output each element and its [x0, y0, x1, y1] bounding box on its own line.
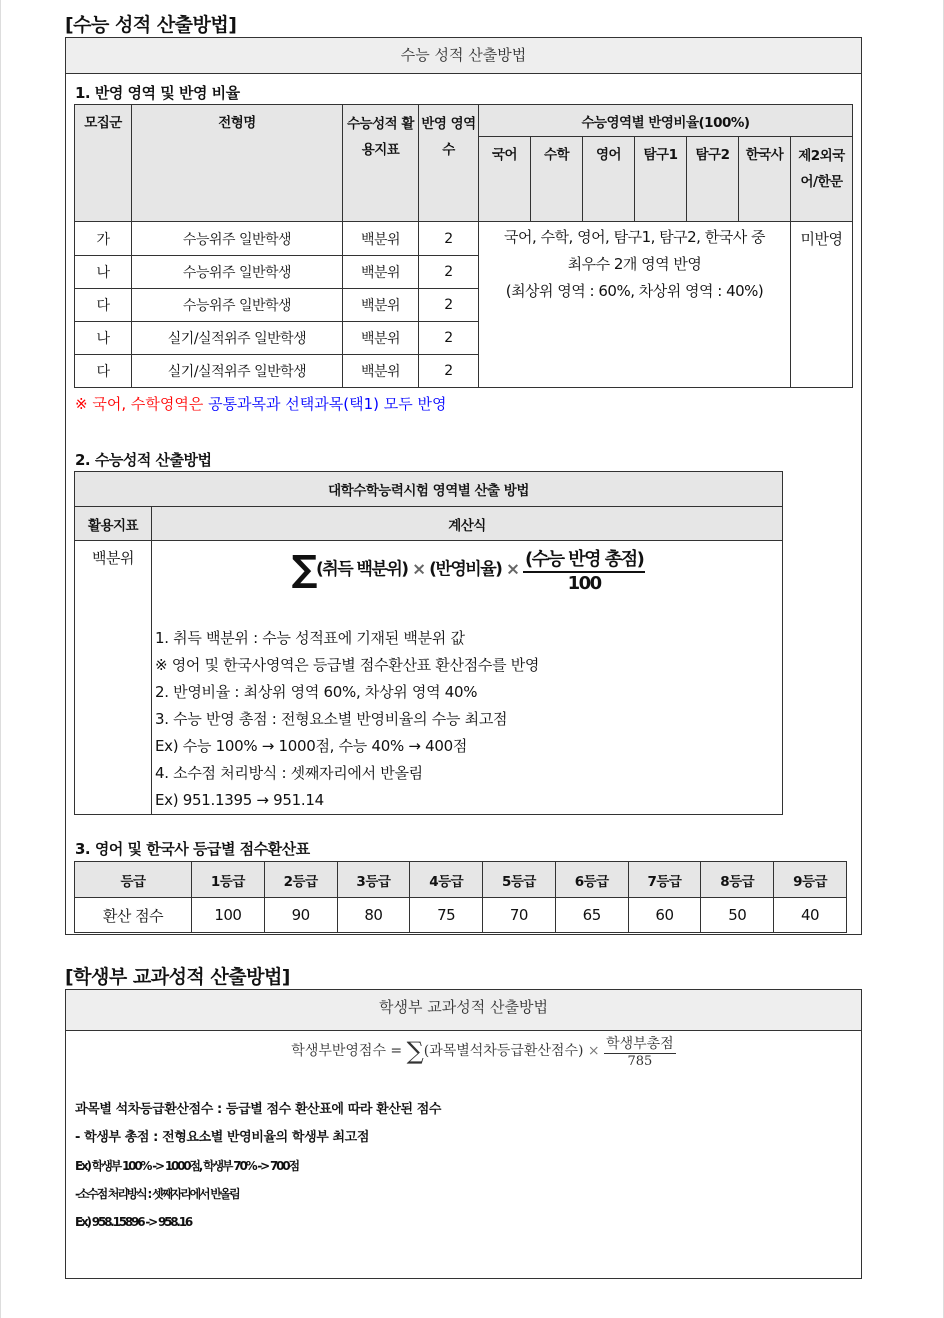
- merged-ratio-cell: [479, 222, 791, 388]
- score-cell: 65: [555, 898, 628, 933]
- score-cell: 100: [192, 898, 265, 933]
- note-red: ※ 국어, 수학영역은: [75, 395, 209, 413]
- formula-term: (반영비율): [429, 559, 502, 580]
- calc-table: [74, 471, 783, 815]
- school-record-formula: 학생부반영점수 = ∑(과목별석차등급환산점수) × 학생부총점 785: [66, 1033, 861, 1069]
- header-formula: 계산식: [152, 507, 783, 541]
- header-index: 활용지표: [75, 507, 152, 541]
- cell-type: 실기/실적위주 일반학생: [132, 322, 343, 355]
- score-cell: 90: [264, 898, 337, 933]
- explain-line: -소수점 처리방식 : 셋째자리에서 반올림: [75, 1187, 239, 1201]
- cell-count: 2: [419, 289, 479, 322]
- cell-index: 백분위: [75, 541, 152, 815]
- cell-index: 백분위: [343, 322, 419, 355]
- note-blue: 공통과목과 선택과목(택1) 모두 반영: [208, 395, 447, 413]
- formula-denominator: 785: [627, 1054, 653, 1069]
- score-cell: 60: [628, 898, 701, 933]
- cell-index: 백분위: [343, 222, 419, 256]
- explain-line: ※ 영어 및 한국사영역은 등급별 점수환산표 환산점수를 반영: [155, 656, 540, 674]
- explain-line: Ex) 수능 100% → 1000점, 수능 40% → 400점: [155, 737, 468, 755]
- grade-header: 7등급: [628, 862, 701, 898]
- ratio-line: (최상위 영역 : 60%, 차상위 영역 : 40%): [505, 282, 764, 300]
- box-title: 수능 성적 산출방법: [66, 38, 861, 74]
- explain-line: 3. 수능 반영 총점 : 전형요소별 반영비율의 수능 최고점: [155, 710, 508, 728]
- cell-type: 수능위주 일반학생: [132, 289, 343, 322]
- cell-type: 수능위주 일반학생: [132, 256, 343, 289]
- formula-term: (취득 백분위): [316, 559, 408, 580]
- cell-group: 다: [75, 289, 132, 322]
- grade-header: 5등급: [483, 862, 556, 898]
- explain-line: Ex) 951.1395 → 951.14: [155, 791, 324, 809]
- grade-header: 8등급: [701, 862, 774, 898]
- header-type: 전형명: [132, 105, 343, 222]
- cell-group: 나: [75, 322, 132, 355]
- header-group: 모집군: [75, 105, 132, 222]
- ratio-line: 최우수 2개 영역 반영: [567, 255, 702, 273]
- subject-header: 영어: [583, 137, 635, 222]
- score-cell: 50: [701, 898, 774, 933]
- explain-line: 1. 취득 백분위 : 수능 성적표에 기재된 백분위 값: [155, 629, 465, 647]
- score-cell: 70: [483, 898, 556, 933]
- score-cell: 80: [337, 898, 410, 933]
- calc-table-title: 대학수학능력시험 영역별 산출 방법: [75, 472, 783, 507]
- cell-index: 백분위: [343, 256, 419, 289]
- grade-header: 2등급: [264, 862, 337, 898]
- subject-header: 탐구1: [635, 137, 687, 222]
- cell-count: 2: [419, 322, 479, 355]
- cell-count: 2: [419, 355, 479, 388]
- ratio-line: 국어, 수학, 영어, 탐구1, 탐구2, 한국사 중: [504, 228, 765, 246]
- grade-header: 4등급: [410, 862, 483, 898]
- cell-type: 실기/실적위주 일반학생: [132, 355, 343, 388]
- explain-line: - 학생부 총점 : 전형요소별 반영비율의 학생부 최고점: [75, 1130, 369, 1145]
- formula-numerator: 학생부총점: [604, 1033, 676, 1054]
- grade-header: 3등급: [337, 862, 410, 898]
- grade-label: 등급: [75, 862, 192, 898]
- score-label: 환산 점수: [75, 898, 192, 933]
- grade-header: 1등급: [192, 862, 265, 898]
- part3-title: 3. 영어 및 한국사 등급별 점수환산표: [75, 840, 310, 858]
- explain-line: Ex) 학생부 100% -> 1000점, 학생부 70% -> 700점: [75, 1159, 298, 1173]
- school-record-box: [65, 989, 862, 1279]
- formula-numerator: (수능 반영 총점): [523, 545, 645, 573]
- subject-header: 제2외국어/한문: [791, 137, 853, 222]
- cell-index: 백분위: [343, 289, 419, 322]
- cell-type: 수능위주 일반학생: [132, 222, 343, 256]
- subject-header: 탐구2: [687, 137, 739, 222]
- box-title: 학생부 교과성적 산출방법: [66, 990, 861, 1031]
- cell-group: 나: [75, 256, 132, 289]
- ratio-table: [74, 104, 853, 388]
- explain-line: 과목별 석차등급환산점수 : 등급별 점수 환산표에 따라 환산된 점수: [75, 1102, 442, 1117]
- explain-line: Ex) 958.15896 -> 958.16: [75, 1215, 192, 1229]
- subject-header: 한국사: [739, 137, 791, 222]
- cell-group: 가: [75, 222, 132, 256]
- section-heading-school-record: [학생부 교과성적 산출방법]: [65, 966, 290, 988]
- header-index: 수능성적 활용지표: [343, 105, 419, 222]
- formula-term: 학생부반영점수: [291, 1043, 386, 1059]
- formula-term: (과목별석차등급환산점수): [423, 1043, 584, 1059]
- header-count: 반영 영역수: [419, 105, 479, 222]
- score-cell: 75: [410, 898, 483, 933]
- cell-group: 다: [75, 355, 132, 388]
- header-ratio: 수능영역별 반영비율(100%): [479, 105, 853, 137]
- explain-line: 4. 소수점 처리방식 : 셋째자리에서 반올림: [155, 764, 423, 782]
- subject-header: 국어: [479, 137, 531, 222]
- cell-count: 2: [419, 256, 479, 289]
- suneung-formula: ∑(취득 백분위) × (반영비율) × (수능 반영 총점) 100: [155, 541, 782, 621]
- cell-index: 백분위: [343, 355, 419, 388]
- score-cell: 40: [774, 898, 847, 933]
- formula-cell: [152, 541, 783, 815]
- foreign-cell: 미반영: [791, 222, 853, 388]
- formula-denominator: 100: [567, 573, 601, 594]
- grade-table: [74, 861, 847, 933]
- explain-line: 2. 반영비율 : 최상위 영역 60%, 차상위 영역 40%: [155, 683, 478, 701]
- cell-count: 2: [419, 222, 479, 256]
- grade-header: 9등급: [774, 862, 847, 898]
- part1-title: 1. 반영 영역 및 반영 비율: [75, 84, 240, 102]
- grade-header: 6등급: [555, 862, 628, 898]
- part2-title: 2. 수능성적 산출방법: [75, 451, 212, 469]
- subject-header: 수학: [531, 137, 583, 222]
- table-row: [75, 222, 853, 256]
- subject-note: [75, 393, 447, 414]
- section-heading-suneung: [수능 성적 산출방법]: [65, 14, 237, 36]
